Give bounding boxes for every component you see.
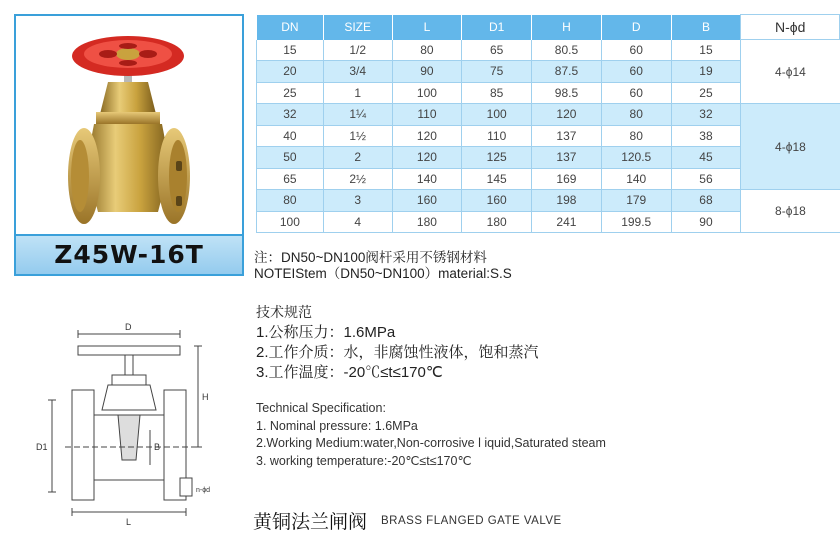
col-size: SIZE bbox=[323, 15, 392, 40]
table-cell: 25 bbox=[671, 82, 741, 104]
table-cell: 80 bbox=[601, 125, 671, 147]
table-cell: 169 bbox=[532, 168, 602, 190]
table-cell: 1½ bbox=[323, 125, 392, 147]
dim-label-h: H bbox=[202, 392, 209, 402]
col-dn: DN bbox=[257, 15, 324, 40]
table-cell: 198 bbox=[532, 190, 602, 212]
spec-cn-item: 1.公称压力：1.6MPa bbox=[256, 324, 396, 341]
gate-valve-illustration bbox=[16, 16, 242, 234]
product-title-en: BRASS FLANGED GATE VALVE bbox=[381, 515, 562, 527]
table-cell: 65 bbox=[257, 168, 324, 190]
note-cn: 注：DN50~DN100阀杆采用不锈钢材料 bbox=[254, 250, 487, 265]
table-cell-nd: 4-ϕ18 bbox=[741, 104, 840, 190]
table-cell: 120 bbox=[392, 147, 462, 169]
table-cell: 180 bbox=[392, 211, 462, 233]
table-row bbox=[257, 40, 840, 61]
table-cell: 110 bbox=[392, 104, 462, 126]
dim-label-b: B bbox=[154, 442, 161, 452]
product-photo bbox=[14, 14, 244, 236]
table-row bbox=[257, 190, 840, 212]
model-label: Z45W-16T bbox=[14, 236, 244, 276]
table-cell: 137 bbox=[532, 147, 602, 169]
table-cell: 80 bbox=[601, 104, 671, 126]
table-cell-nd: 8-ϕ18 bbox=[741, 190, 840, 233]
table-cell: 60 bbox=[601, 61, 671, 83]
table-cell: 15 bbox=[257, 40, 324, 61]
table-cell: 120 bbox=[532, 104, 602, 126]
table-cell: 110 bbox=[462, 125, 532, 147]
spec-en-title: Technical Specification: bbox=[256, 401, 386, 415]
table-cell: 38 bbox=[671, 125, 741, 147]
table-cell: 100 bbox=[392, 82, 462, 104]
table-cell: 3/4 bbox=[323, 61, 392, 83]
dimension-table bbox=[256, 14, 840, 233]
col-d1: D1 bbox=[462, 15, 532, 40]
table-cell: 100 bbox=[462, 104, 532, 126]
handwheel-icon bbox=[72, 36, 184, 76]
table-cell: 2 bbox=[323, 147, 392, 169]
table-cell: 120.5 bbox=[601, 147, 671, 169]
table-cell: 87.5 bbox=[532, 61, 602, 83]
table-cell: 1/2 bbox=[323, 40, 392, 61]
table-cell: 80 bbox=[392, 40, 462, 61]
col-l: L bbox=[392, 15, 462, 40]
table-cell: 68 bbox=[671, 190, 741, 212]
table-row bbox=[257, 104, 840, 126]
spec-cn-item: 3.工作温度：-20℃≤t≤170℃ bbox=[256, 364, 443, 381]
table-cell: 45 bbox=[671, 147, 741, 169]
table-cell: 25 bbox=[257, 82, 324, 104]
dim-label-nd: n-ϕd bbox=[196, 487, 211, 494]
table-cell: 1¼ bbox=[323, 104, 392, 126]
spec-cn-item: 2.工作介质：水，非腐蚀性液体，饱和蒸汽 bbox=[256, 344, 539, 361]
table-cell: 80 bbox=[257, 190, 324, 212]
table-cell: 1 bbox=[323, 82, 392, 104]
table-cell: 20 bbox=[257, 61, 324, 83]
table-cell: 98.5 bbox=[532, 82, 602, 104]
table-cell: 180 bbox=[462, 211, 532, 233]
table-cell: 60 bbox=[601, 40, 671, 61]
table-cell: 120 bbox=[392, 125, 462, 147]
table-cell: 100 bbox=[257, 211, 324, 233]
table-cell: 160 bbox=[462, 190, 532, 212]
dim-label-l: L bbox=[126, 517, 132, 527]
table-cell: 85 bbox=[462, 82, 532, 104]
valve-cross-section-drawing bbox=[30, 320, 230, 530]
dim-label-d: D bbox=[125, 322, 132, 332]
table-cell: 140 bbox=[601, 168, 671, 190]
spec-cn-title: 技术规范 bbox=[256, 304, 312, 320]
table-cell: 241 bbox=[532, 211, 602, 233]
table-cell: 179 bbox=[601, 190, 671, 212]
table-cell: 199.5 bbox=[601, 211, 671, 233]
table-cell: 80.5 bbox=[532, 40, 602, 61]
table-header-row bbox=[257, 15, 840, 40]
table-cell: 160 bbox=[392, 190, 462, 212]
table-cell: 145 bbox=[462, 168, 532, 190]
table-cell: 32 bbox=[671, 104, 741, 126]
table-cell: 3 bbox=[323, 190, 392, 212]
table-cell: 15 bbox=[671, 40, 741, 61]
table-cell: 40 bbox=[257, 125, 324, 147]
table-cell: 4 bbox=[323, 211, 392, 233]
table-cell: 60 bbox=[601, 82, 671, 104]
product-title-cn: 黄铜法兰闸阀 bbox=[253, 512, 368, 533]
table-cell: 50 bbox=[257, 147, 324, 169]
dim-label-d1: D1 bbox=[36, 442, 48, 452]
col-b: B bbox=[671, 15, 741, 40]
table-cell: 137 bbox=[532, 125, 602, 147]
spec-en-item: 2.Working Medium:water,Non-corrosive l iquid,Saturated steam bbox=[256, 436, 606, 450]
col-nd: N-ϕd bbox=[741, 15, 840, 40]
table-cell: 140 bbox=[392, 168, 462, 190]
note-en: NOTEIStem（DN50~DN100）material:S.S bbox=[254, 266, 512, 281]
spec-en-item: 3. working temperature:-20℃≤t≤170℃ bbox=[256, 454, 472, 468]
table-cell: 32 bbox=[257, 104, 324, 126]
spec-en-item: 1. Nominal pressure: 1.6MPa bbox=[256, 419, 418, 433]
table-cell: 90 bbox=[671, 211, 741, 233]
table-cell: 75 bbox=[462, 61, 532, 83]
table-cell: 90 bbox=[392, 61, 462, 83]
col-h: H bbox=[532, 15, 602, 40]
table-cell: 125 bbox=[462, 147, 532, 169]
table-cell: 19 bbox=[671, 61, 741, 83]
table-cell: 2½ bbox=[323, 168, 392, 190]
table-cell: 56 bbox=[671, 168, 741, 190]
col-d: D bbox=[601, 15, 671, 40]
table-cell: 65 bbox=[462, 40, 532, 61]
table-cell-nd: 4-ϕ14 bbox=[741, 40, 840, 104]
